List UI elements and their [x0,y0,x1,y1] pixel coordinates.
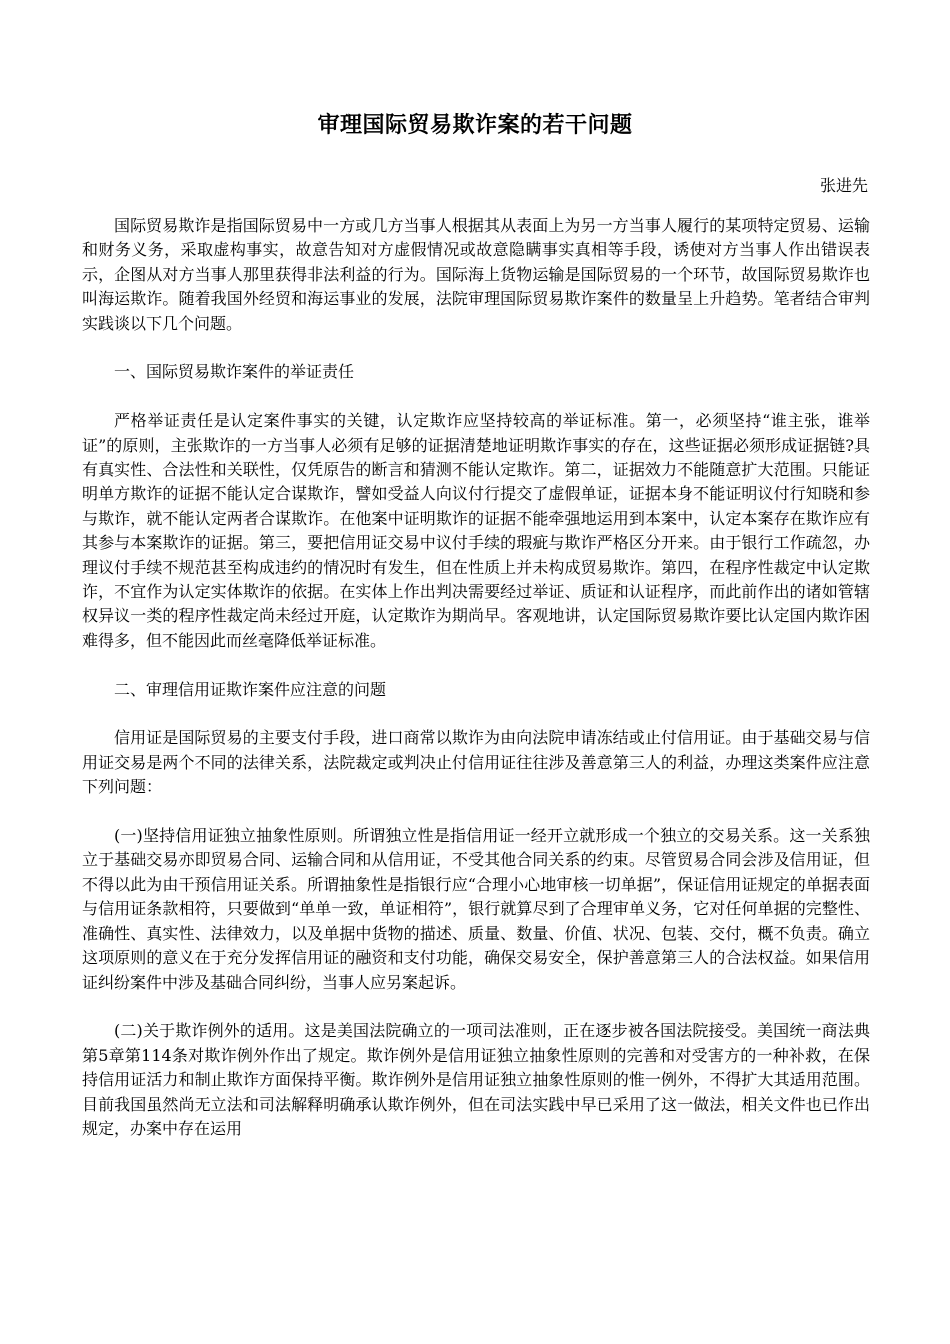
paragraph-letter-of-credit: 信用证是国际贸易的主要支付手段，进口商常以欺诈为由向法院申请冻结或止付信用证。由于基础交易与信用证交易是两个不同的法律关系，法院裁定或判决止付信用证往往涉及善意第三人的利益，办理这类案件应注意下列问题： [82,728,870,797]
section-heading-2: 二、审理信用证欺诈案件应注意的问题 [114,679,387,699]
document-body [82,214,870,1166]
document-title: 审理国际贸易欺诈案的若干问题 [317,112,633,138]
document-author: 张进先 [819,176,868,195]
paragraph-independence-principle: (一)坚持信用证独立抽象性原则。所谓独立性是指信用证一经开立就形成一个独立的交易关系。这一关系独立于基础交易亦即贸易合同、运输合同和从信用证，不受其他合同关系的约束。尽管贸易合同会涉及信用证，但不得以此为由干预信用证关系。所谓抽象性是指银行应“合理小心地审核一切单据”，保证信用证规定的单据表面与信用证条款相符，只要做到“单单一致，单证相符”，银行就算尽到了合理审单义务，它对任何单据的完整性、准确性、真实性、法律效力，以及单据中货物的描述、质量、数量、价值、状况、包装、交付，概不负责。确立这项原则的意义在于充分发挥信用证的融资和支付功能，确保交易安全，保护善意第三人的合法权益。如果信用证纠纷案件中涉及基础合同纠纷，当事人应另案起诉。 [82,826,870,992]
paragraph-fraud-exception: (二)关于欺诈例外的适用。这是美国法院确立的一项司法准则，正在逐步被各国法院接受。美国统一商法典第5章第114条对欺诈例外作出了规定。欺诈例外是信用证独立抽象性原则的完善和对受害方的一种补救，在保持信用证活力和制止欺诈方面保持平衡。欺诈例外是信用证独立抽象性原则的惟一例外，不得扩大其适用范围。目前我国虽然尚无立法和司法解释明确承认欺诈例外，但在司法实践中早已采用了这一做法，相关文件也已作出规定，办案中存在运用 [82,1021,870,1138]
paragraph-intro: 国际贸易欺诈是指国际贸易中一方或几方当事人根据其从表面上为另一方当事人履行的某项特定贸易、运输和财务义务，采取虚构事实，故意告知对方虚假情况或故意隐瞒事实真相等手段，诱使对方当事人作出错误表示，企图从对方当事人那里获得非法利益的行为。国际海上货物运输是国际贸易的一个环节，故国际贸易欺诈也叫海运欺诈。随着我国外经贸和海运事业的发展，法院审理国际贸易欺诈案件的数量呈上升趋势。笔者结合审判实践谈以下几个问题。 [82,216,870,333]
section-heading-1: 一、国际贸易欺诈案件的举证责任 [114,362,355,382]
paragraph-burden-of-proof: 严格举证责任是认定案件事实的关键，认定欺诈应坚持较高的举证标准。第一，必须坚持“谁主张，谁举证”的原则，主张欺诈的一方当事人必须有足够的证据清楚地证明欺诈事实的存在，这些证据必须形成证据链?具有真实性、合法性和关联性，仅凭原告的断言和猜测不能认定欺诈。第二，证据效力不能随意扩大范围。只能证明单方欺诈的证据不能认定合谋欺诈，譬如受益人向议付行提交了虚假单证，证据本身不能证明议付行知晓和参与欺诈，就不能认定两者合谋欺诈。在他案中证明欺诈的证据不能牵强地运用到本案中，认定本案存在欺诈应有其参与本案欺诈的证据。第三，要把信用证交易中议付手续的瑕疵与欺诈严格区分开来。由于银行工作疏忽，办理议付手续不规范甚至构成违约的情况时有发生，但在性质上并未构成贸易欺诈。第四，在程序性裁定中认定欺诈，不宜作为认定实体欺诈的依据。在实体上作出判决需要经过举证、质证和认证程序，而此前作出的诸如管辖权异议一类的程序性裁定尚未经过开庭，认定欺诈为期尚早。客观地讲，认定国际贸易欺诈要比认定国内欺诈困难得多，但不能因此而丝毫降低举证标准。 [82,411,870,650]
